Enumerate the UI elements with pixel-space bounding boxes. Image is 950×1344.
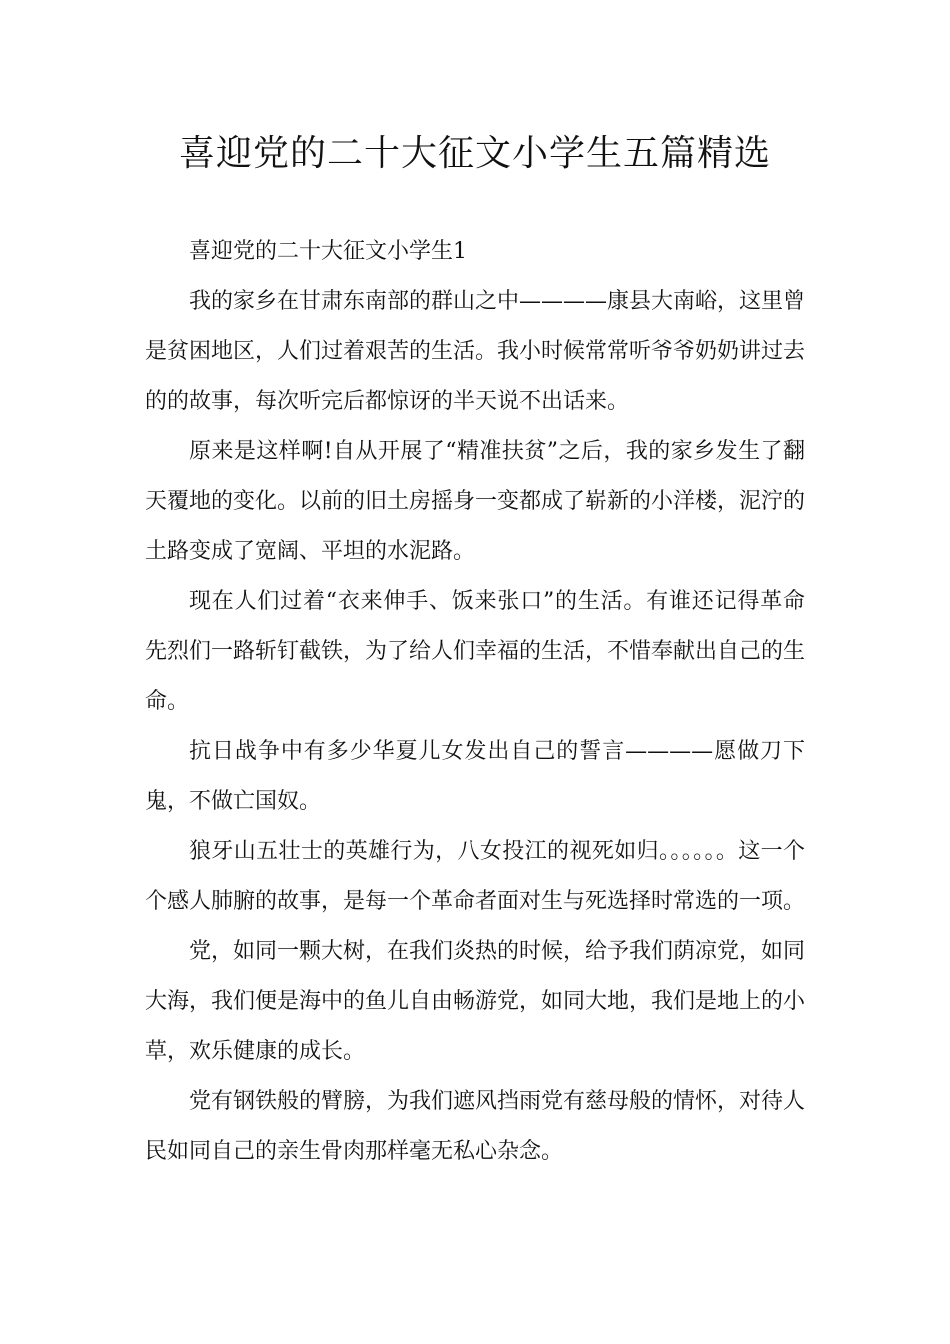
document-title: 喜迎党的二十大征文小学生五篇精选 (178, 133, 771, 174)
paragraph-2: 原来是这样啊!自从开展了“精准扶贫”之后，我的家乡发生了翻天覆地的变化。以前的旧土房摇身一变都成了崭新的小洋楼，泥泞的土路变成了宽阔、平坦的水泥路。 (145, 439, 806, 564)
paragraph-4: 抗日战争中有多少华夏儿女发出自己的誓言————愿做刀下鬼，不做亡国奴。 (145, 739, 805, 814)
document-body (145, 227, 805, 1177)
paragraph-7: 党有钢铁般的臂膀，为我们遮风挡雨党有慈母般的情怀，对待人民如同自己的亲生骨肉那样毫无私心杂念。 (145, 1089, 806, 1164)
paragraph-6: 党，如同一颗大树，在我们炎热的时候，给予我们荫凉党，如同大海，我们便是海中的鱼儿自由畅游党，如同大地，我们是地上的小草，欢乐健康的成长。 (145, 939, 806, 1064)
paragraph-1: 我的家乡在甘肃东南部的群山之中————康县大南峪，这里曾是贫困地区，人们过着艰苦的生活。我小时候常常听爷爷奶奶讲过去的的故事，每次听完后都惊讶的半天说不出话来。 (145, 289, 806, 414)
section-heading: 喜迎党的二十大征文小学生1 (189, 239, 467, 264)
paragraph-3: 现在人们过着“衣来伸手、饭来张口”的生活。有谁还记得革命先烈们一路斩钉截铁，为了给人们幸福的生活，不惜奉献出自己的生命。 (145, 589, 806, 714)
paragraph-5: 狼牙山五壮士的英雄行为，八女投江的视死如归。。。。。。这一个个感人肺腑的故事，是每一个革命者面对生与死选择时常选的一项。 (145, 839, 806, 914)
